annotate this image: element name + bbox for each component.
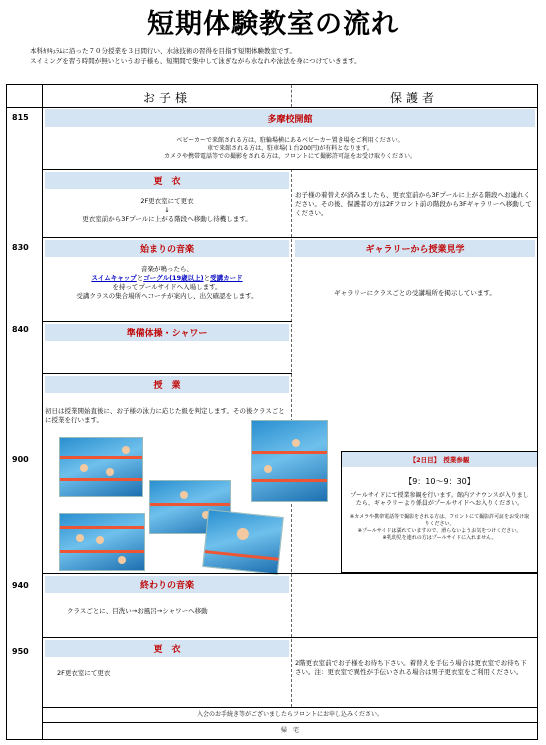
intro-text (30, 46, 361, 66)
header-child: お子様 (142, 91, 191, 105)
page-title: 短期体験教室の流れ (147, 9, 399, 40)
music-end-text: クラスごとに、目洗い→お風呂→シャワーへ移動 (67, 607, 208, 615)
bar-change-1: 更 衣 (45, 172, 289, 189)
opening-note-3: カメラや携帯電話等での撮影をされる方は、フロントにて撮影許可証をお受け取りください。 (163, 153, 416, 160)
bar-music-start: 始まりの音楽 (45, 240, 289, 257)
arrow-down-icon: ↓ (164, 206, 170, 214)
music-start-text (45, 265, 289, 301)
music-start-line-3: を持ってプールサイドへ入場します。 (112, 283, 222, 291)
leave-label: 帰 宅 (280, 727, 299, 734)
opening-note-1: ベビーカーで来館される方は、駐輪場横にあるベビーカー置き場をご利用ください。 (176, 137, 404, 144)
day2-time: 【9：10～9：30】 (404, 477, 475, 486)
time-815: 815 (12, 113, 29, 122)
intro-line-2: スイミングを習う時間が無いというお子様も、短期間で集中して泳ぎながら水なれや泳法を身につけていきます。 (30, 57, 361, 65)
and-text-1: と (136, 274, 144, 282)
day2-note-1: ※カメラや携帯電話等で撮影をされる方は、フロントにて撮影許可証をお受け取りください。 (349, 514, 530, 527)
and-text-2: と (203, 274, 211, 282)
music-start-line-4: 受講クラスの集合場所へコーチが案内し、出欠確認をします。 (76, 292, 258, 300)
card-link: 受講カード (210, 274, 243, 282)
goggles-link: ゴーグル(19歳以上) (143, 274, 204, 282)
bar-lesson: 授 業 (45, 376, 289, 393)
header-parent: 保護者 (389, 91, 438, 105)
bar-warmup: 準備体操・シャワー (45, 324, 289, 341)
bar-opening: 多摩校開館 (45, 109, 535, 127)
time-950: 950 (12, 647, 29, 656)
intro-line-1: 本科ｶﾘｷｭﾗﾑに沿った７０分授業を３日間行い、水泳技術の習得を目指す短期体験教室です。 (30, 47, 296, 55)
swim-lesson-photo-1 (59, 437, 143, 497)
bar-change-2: 更 衣 (45, 640, 289, 657)
swim-lesson-photo-5 (202, 509, 284, 575)
day2-note-2: ※プールサイドは濡れていますので、滑らないようお気をつけください。 (357, 528, 522, 534)
swim-lesson-photo-4 (59, 513, 145, 571)
time-900: 900 (12, 455, 29, 464)
opening-notes (45, 137, 535, 161)
day2-text: プールサイドにて授業参観を行います。館内アナウンスが入りましたら、ギャラリーより係員がプールサイドへお入りください。 (350, 492, 529, 507)
change-1-parent-text: お子様の着替えが済みましたら、更衣室前から3Fプールに上がる階段へお連れください。その後、保護者の方は2Fフロント前の階段から3Fギャラリーへ移動してください。 (295, 191, 532, 217)
change-2-parent-text: 2階更衣室前でお子様をお待ち下さい。着替えを手伝う場合は更衣室でお待ち下さい。注：更衣室で異性が手伝いされる場合は男子更衣室をご利用ください。 (295, 659, 527, 676)
day2-box (341, 451, 537, 573)
schedule-table (6, 84, 538, 740)
music-start-items (45, 274, 289, 283)
day2-note-3: ※乳幼児を連れの方はプールサイドに入れません。 (382, 535, 497, 541)
gallery-text: ギャラリーにクラスごとの受講場所を掲示しています。 (334, 289, 496, 297)
bar-music-end: 終わりの音楽 (45, 576, 289, 593)
time-830: 830 (12, 243, 29, 252)
opening-note-2: 車で来館される方は、駐車場(１台200円)が有料となります。 (207, 145, 373, 152)
swim-lesson-photo-3 (251, 420, 328, 502)
music-start-line-1: 音楽が鳴ったら、 (141, 265, 193, 273)
time-940: 940 (12, 581, 29, 590)
day2-notes (342, 514, 537, 542)
swim-cap-link: スイムキャップ (91, 274, 137, 282)
change-1-step-1: 2F更衣室にて更衣 (140, 197, 194, 205)
footer-note: 入会のお手続き等がございましたらフロントにお申し込みください。 (196, 711, 383, 718)
time-840: 840 (12, 325, 29, 334)
lesson-text: 初日は授業開始直後に、お子様の泳力に応じた級を判定します。その後クラスごとに授業を行います。 (45, 407, 285, 424)
change-1-child-text (45, 197, 289, 224)
change-1-step-2: 更衣室前から3Fプールに上がる階段へ移動し待機します。 (82, 215, 252, 223)
change-2-child-text: 2F更衣室にて更衣 (57, 669, 111, 677)
day2-heading: 【2日目】 授業参観 (342, 452, 537, 467)
bar-gallery: ギャラリーから授業見学 (295, 240, 535, 257)
